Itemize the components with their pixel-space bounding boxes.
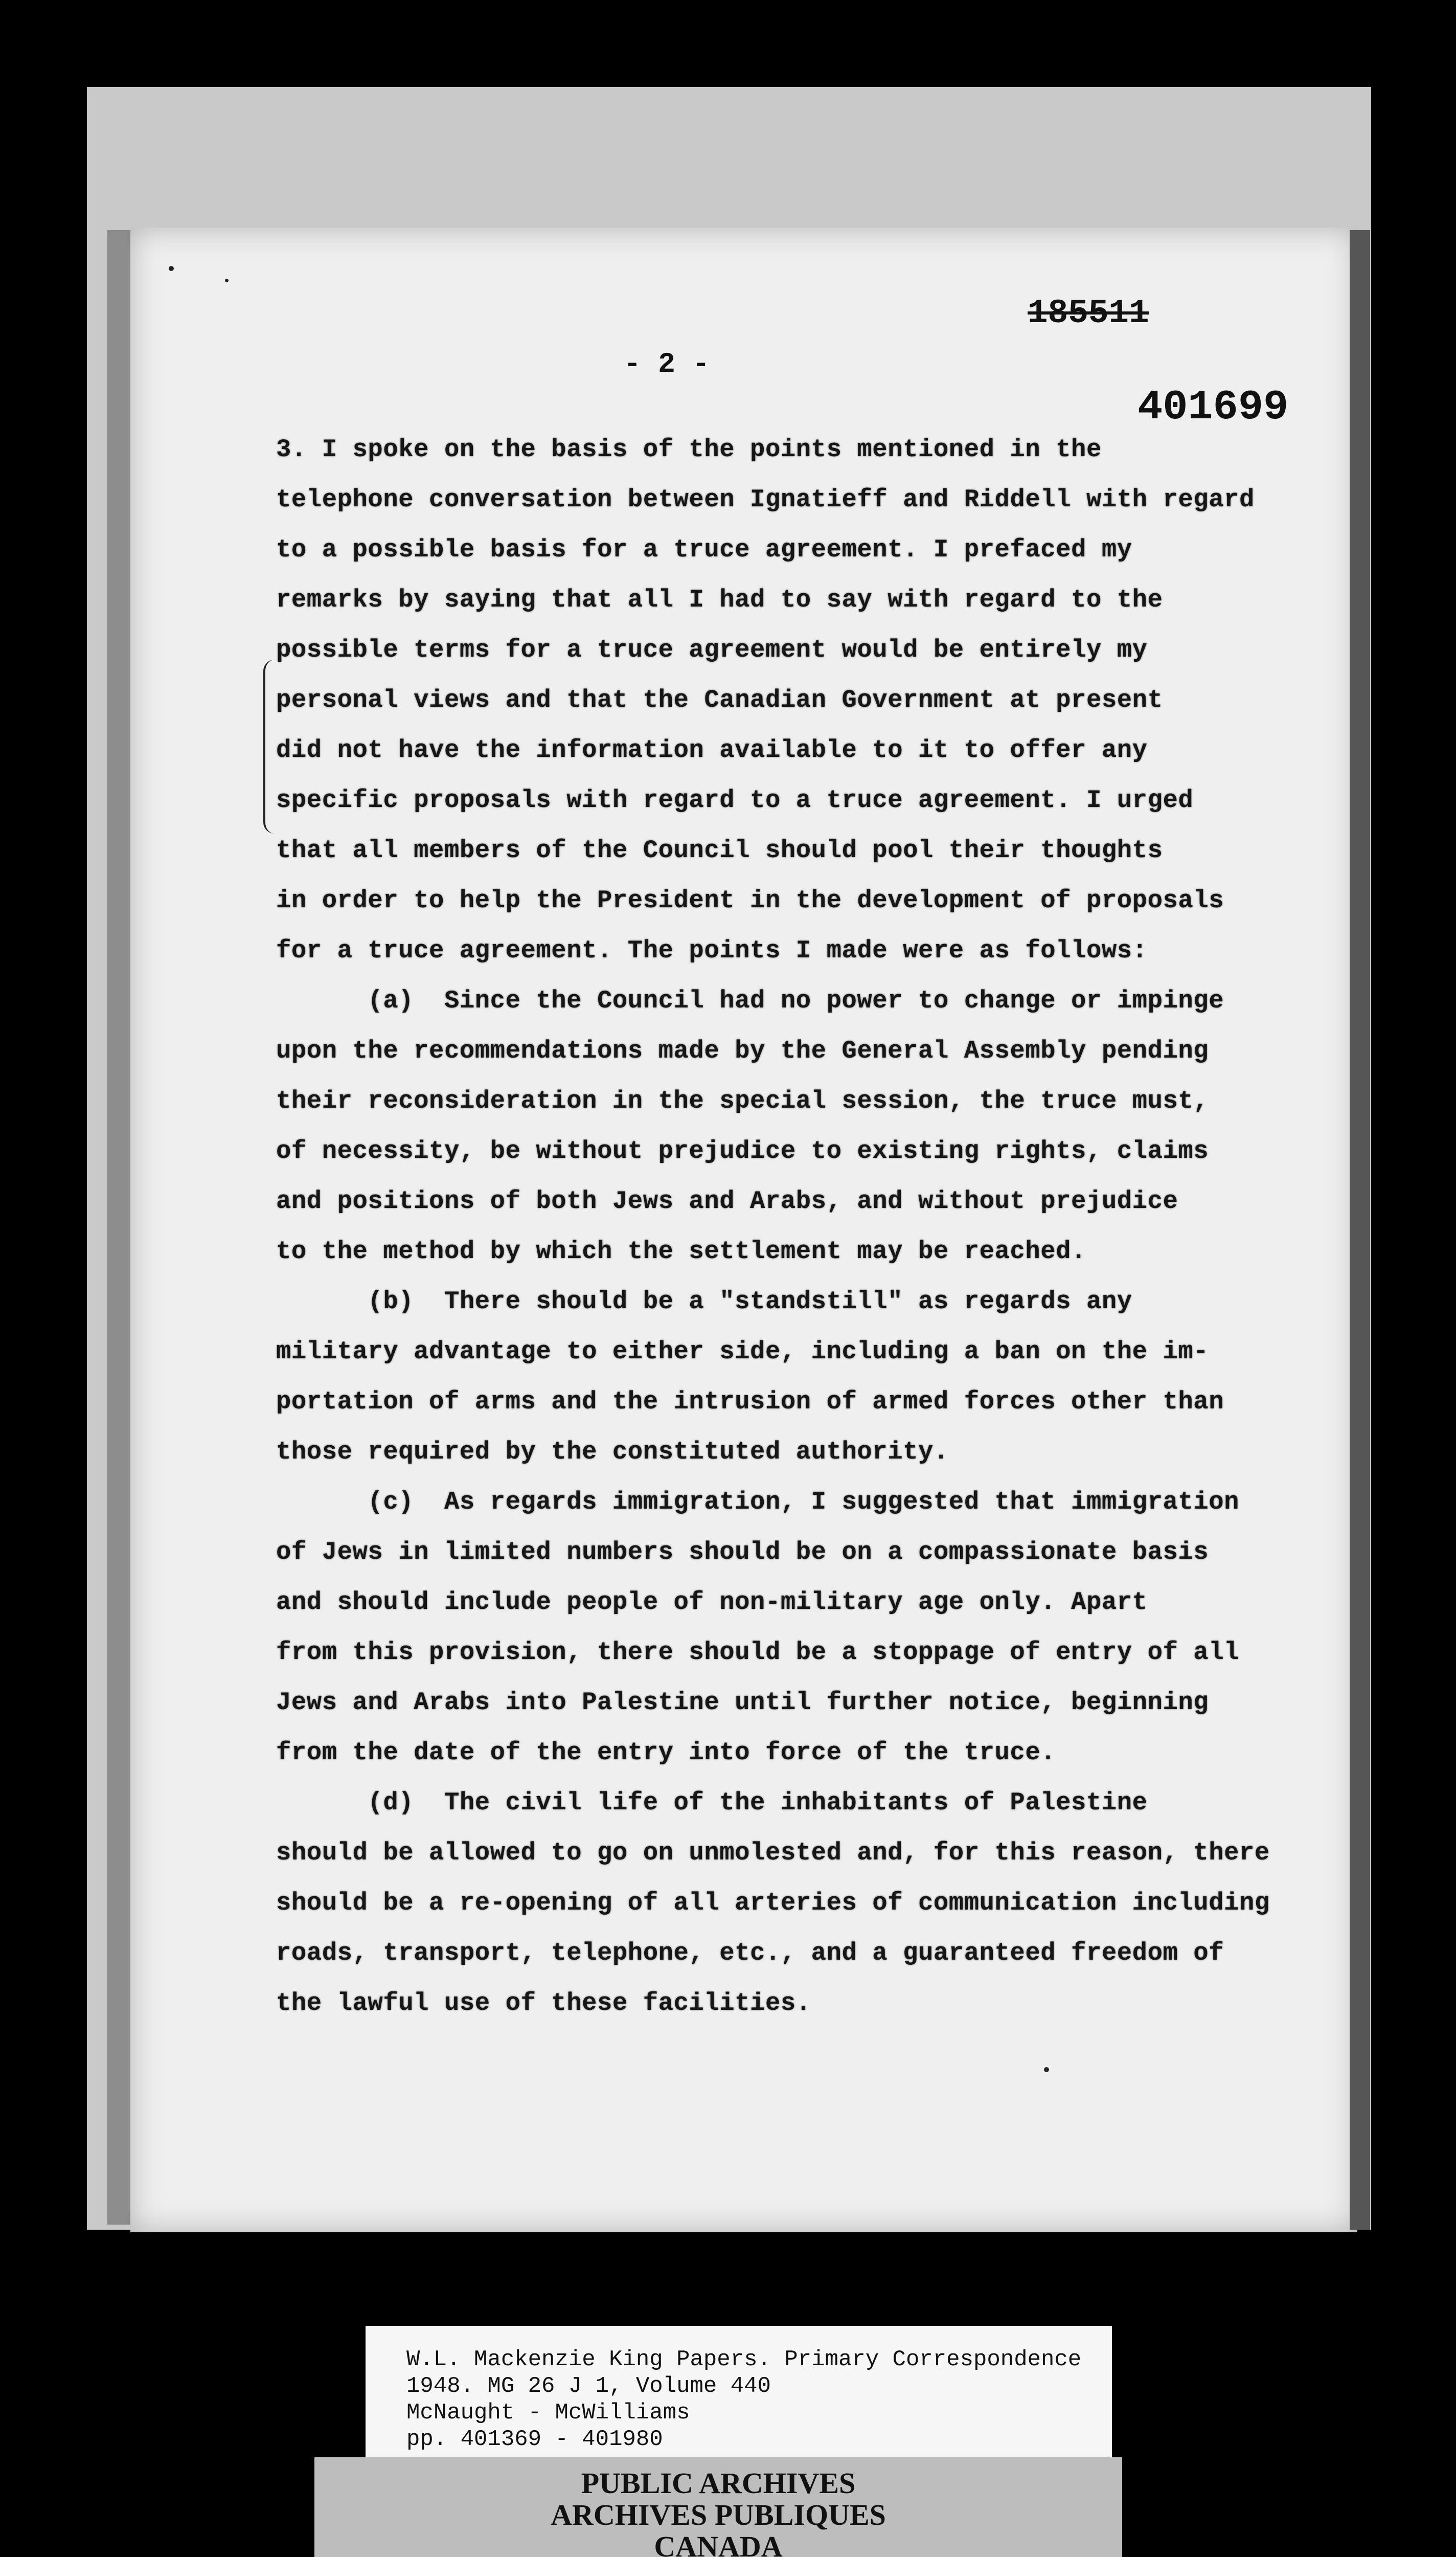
text-line: their reconsideration in the special session, the truce must, xyxy=(276,1087,1209,1115)
text-line: (d) The civil life of the inhabitants of Palestine xyxy=(276,1788,1148,1817)
archive-reference-label xyxy=(366,2326,1112,2464)
text-line: and positions of both Jews and Arabs, and without prejudice xyxy=(276,1187,1178,1216)
text-line: roads, transport, telephone, etc., and a guaranteed freedom of xyxy=(276,1939,1224,1967)
text-line: from this provision, there should be a stoppage of entry of all xyxy=(276,1638,1240,1667)
page-number: - 2 - xyxy=(624,348,710,380)
text-line: to a possible basis for a truce agreement. I prefaced my xyxy=(276,535,1132,564)
text-line: should be allowed to go on unmolested and, for this reason, there xyxy=(276,1838,1270,1867)
text-line: the lawful use of these facilities. xyxy=(276,1989,811,2017)
text-line: and should include people of non-military age only. Apart xyxy=(276,1588,1148,1617)
text-line: to the method by which the settlement may be reached. xyxy=(276,1237,1086,1266)
text-line: (a) Since the Council had no power to change or impinge xyxy=(276,986,1224,1015)
public-archives-stamp xyxy=(314,2457,1122,2557)
page-edge-shadow xyxy=(107,230,133,2225)
text-line: (c) As regards immigration, I suggested that immigration xyxy=(276,1488,1240,1516)
speck xyxy=(169,266,174,271)
text-line: (b) There should be a "standstill" as regards any xyxy=(276,1287,1132,1316)
text-line: should be a re-opening of all arteries of communication including xyxy=(276,1889,1270,1917)
label-line: W.L. Mackenzie King Papers. Primary Correspondence xyxy=(406,2347,1082,2372)
text-line: upon the recommendations made by the General Assembly pending xyxy=(276,1037,1209,1065)
label-line: McNaught - McWilliams xyxy=(406,2400,690,2426)
text-line: military advantage to either side, including a ban on the im- xyxy=(276,1337,1209,1366)
text-line: those required by the constituted authority. xyxy=(276,1438,949,1466)
text-line: specific proposals with regard to a truce agreement. I urged xyxy=(276,786,1194,815)
stamp-line: ARCHIVES PUBLIQUES xyxy=(551,2498,886,2531)
text-line: Jews and Arabs into Palestine until further notice, beginning xyxy=(276,1688,1209,1717)
label-line: pp. 401369 - 401980 xyxy=(406,2427,663,2452)
text-line: for a truce agreement. The points I made were as follows: xyxy=(276,936,1148,965)
text-line: portation of arms and the intrusion of armed forces other than xyxy=(276,1387,1224,1416)
body-text xyxy=(276,424,1273,2028)
stamp-line: CANADA xyxy=(654,2530,783,2557)
text-line: from the date of the entry into force of the truce. xyxy=(276,1738,1056,1767)
text-line: remarks by saying that all I had to say with regard to the xyxy=(276,586,1163,614)
text-line: possible terms for a truce agreement would be entirely my xyxy=(276,636,1148,664)
text-line: did not have the information available to it to offer any xyxy=(276,736,1148,765)
text-line: of necessity, be without prejudice to existing rights, claims xyxy=(276,1137,1209,1165)
folio-number: 401699 xyxy=(1138,384,1289,431)
margin-bracket-mark xyxy=(263,660,275,834)
page-edge-shadow-right xyxy=(1350,230,1370,2230)
text-line: personal views and that the Canadian Government at present xyxy=(276,686,1163,714)
label-line: 1948. MG 26 J 1, Volume 440 xyxy=(406,2373,771,2399)
speck xyxy=(225,279,229,282)
text-line: in order to help the President in the development of proposals xyxy=(276,886,1224,915)
text-line: that all members of the Council should pool their thoughts xyxy=(276,836,1163,865)
speck xyxy=(1044,2067,1049,2072)
text-line: 3. I spoke on the basis of the points mentioned in the xyxy=(276,435,1102,464)
stamp-line: PUBLIC ARCHIVES xyxy=(581,2466,856,2500)
text-line: of Jews in limited numbers should be on a compassionate basis xyxy=(276,1538,1209,1566)
old-folio-number: 185511 xyxy=(1028,294,1149,332)
text-line: telephone conversation between Ignatieff and Riddell with regard xyxy=(276,485,1255,514)
